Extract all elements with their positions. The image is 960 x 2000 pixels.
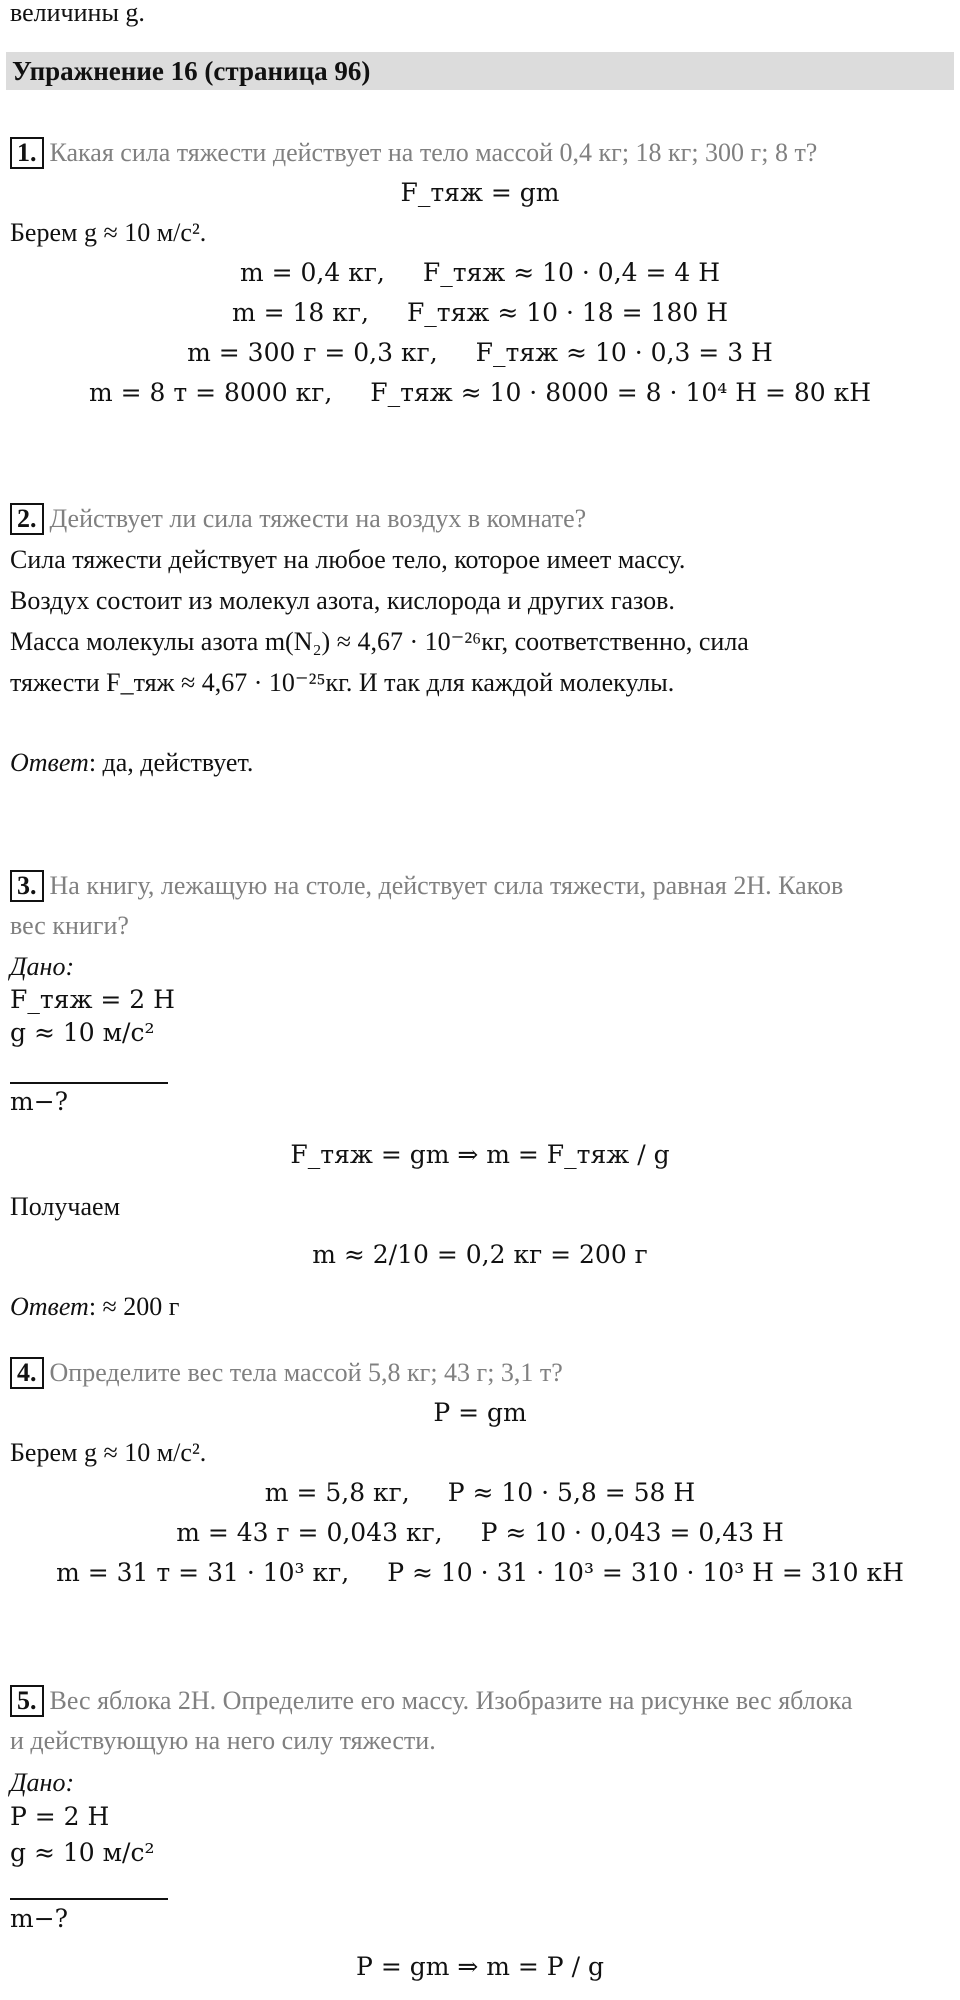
q3-question-line-2: вес книги? <box>10 911 129 940</box>
q3-number: 3. <box>10 870 44 902</box>
q1-formula: F_тяж = gm <box>400 178 560 207</box>
q3-answer-text: : ≈ 200 г <box>88 1292 180 1321</box>
q2-line-4: тяжести F_тяж ≈ 4,67 · 10⁻²⁵кг. И так для каждой молекулы. <box>10 668 675 697</box>
q4-row-1-weight: P ≈ 10 · 5,8 = 58 Н <box>447 1478 696 1507</box>
q2-answer-text: : да, действует. <box>88 748 254 777</box>
q5-number: 5. <box>10 1685 44 1717</box>
q5-question-line-1 <box>10 1684 853 1718</box>
q2-answer-label: Ответ <box>10 748 89 777</box>
q3-get: Получаем <box>10 1192 121 1221</box>
continuation-word: величины g. <box>10 0 145 27</box>
q4-take-g: Берем g ≈ 10 м/с². <box>10 1438 207 1467</box>
q3-result: m ≈ 2/10 = 0,2 кг = 200 г <box>312 1240 648 1269</box>
q1-row-2-force: F_тяж ≈ 10 · 18 = 180 Н <box>406 298 729 327</box>
q2-number: 2. <box>10 503 44 535</box>
q4-row-3-mass: m = 31 т = 31 · 10³ кг, <box>56 1558 350 1587</box>
q5-given-divider <box>10 1898 168 1900</box>
q2-line-1: Сила тяжести действует на любое тело, которое имеет массу. <box>10 545 686 574</box>
q1-row-4 <box>0 376 960 410</box>
q4-number: 4. <box>10 1357 44 1389</box>
q1-row-4-force: F_тяж ≈ 10 · 8000 = 8 · 10⁴ Н = 80 кН <box>370 378 872 407</box>
q1-question-line <box>10 136 817 170</box>
q1-question: Какая сила тяжести действует на тело массой 0,4 кг; 18 кг; 300 г; 8 т? <box>49 138 818 167</box>
q3-given-label: Дано: <box>10 952 75 981</box>
q1-row-1-mass: m = 0,4 кг, <box>239 258 385 287</box>
q3-find: m−? <box>10 1087 69 1116</box>
q5-question-line-2: и действующую на него силу тяжести. <box>10 1726 436 1755</box>
q1-row-4-mass: m = 8 т = 8000 кг, <box>88 378 333 407</box>
q3-given-1: F_тяж = 2 Н <box>10 985 175 1014</box>
q2-line-2: Воздух состоит из молекул азота, кислорода и других газов. <box>10 586 675 615</box>
q5-given-label: Дано: <box>10 1768 75 1797</box>
q2-question: Действует ли сила тяжести на воздух в комнате? <box>49 504 587 533</box>
q4-question: Определите вес тела массой 5,8 кг; 43 г; 3,1 т? <box>49 1358 563 1387</box>
q4-row-1 <box>0 1476 960 1510</box>
q1-number: 1. <box>10 137 44 169</box>
q1-row-1 <box>0 256 960 290</box>
q4-row-1-mass: m = 5,8 кг, <box>264 1478 410 1507</box>
q5-given-2: g ≈ 10 м/с² <box>10 1838 155 1867</box>
q3-given-divider <box>10 1082 168 1084</box>
q2-line-3: Масса молекулы азота m(N₂) ≈ 4,67 · 10⁻²⁶кг, соответственно, сила <box>10 627 749 656</box>
q5-formula: P = gm ⇒ m = P / g <box>356 1952 604 1981</box>
q3-given-2: g ≈ 10 м/с² <box>10 1018 155 1047</box>
exercise-header <box>6 52 954 90</box>
q1-row-2-mass: m = 18 кг, <box>231 298 369 327</box>
continuation-text <box>10 0 145 30</box>
exercise-title: Упражнение 16 (страница 96) <box>12 56 371 86</box>
q3-answer <box>10 1290 179 1324</box>
q2-question-line <box>10 502 586 536</box>
q1-row-2 <box>0 296 960 330</box>
q4-row-3 <box>0 1556 960 1590</box>
q2-answer <box>10 746 253 780</box>
q4-row-2-mass: m = 43 г = 0,043 кг, <box>176 1518 443 1547</box>
q3-question-1: На книгу, лежащую на столе, действует сила тяжести, равная 2Н. Каков <box>49 871 844 900</box>
q4-row-2 <box>0 1516 960 1550</box>
q5-given-1: P = 2 Н <box>10 1802 110 1831</box>
q1-row-3 <box>0 336 960 370</box>
q1-row-3-mass: m = 300 г = 0,3 кг, <box>187 338 438 367</box>
q4-question-line <box>10 1356 563 1390</box>
q1-row-3-force: F_тяж ≈ 10 · 0,3 = 3 Н <box>475 338 773 367</box>
q5-find: m−? <box>10 1904 69 1933</box>
q4-row-3-weight: P ≈ 10 · 31 · 10³ = 310 · 10³ Н = 310 кН <box>387 1558 904 1587</box>
q3-question-line-1 <box>10 869 843 903</box>
q1-row-1-force: F_тяж ≈ 10 · 0,4 = 4 Н <box>422 258 721 287</box>
q4-row-2-weight: P ≈ 10 · 0,043 = 0,43 Н <box>480 1518 784 1547</box>
q3-formula: F_тяж = gm ⇒ m = F_тяж / g <box>290 1140 670 1169</box>
q5-question-1: Вес яблока 2Н. Определите его массу. Изобразите на рисунке вес яблока <box>49 1686 853 1715</box>
q1-take-g: Берем g ≈ 10 м/с². <box>10 218 207 247</box>
q3-answer-label: Ответ <box>10 1292 89 1321</box>
q4-formula: P = gm <box>433 1398 527 1427</box>
